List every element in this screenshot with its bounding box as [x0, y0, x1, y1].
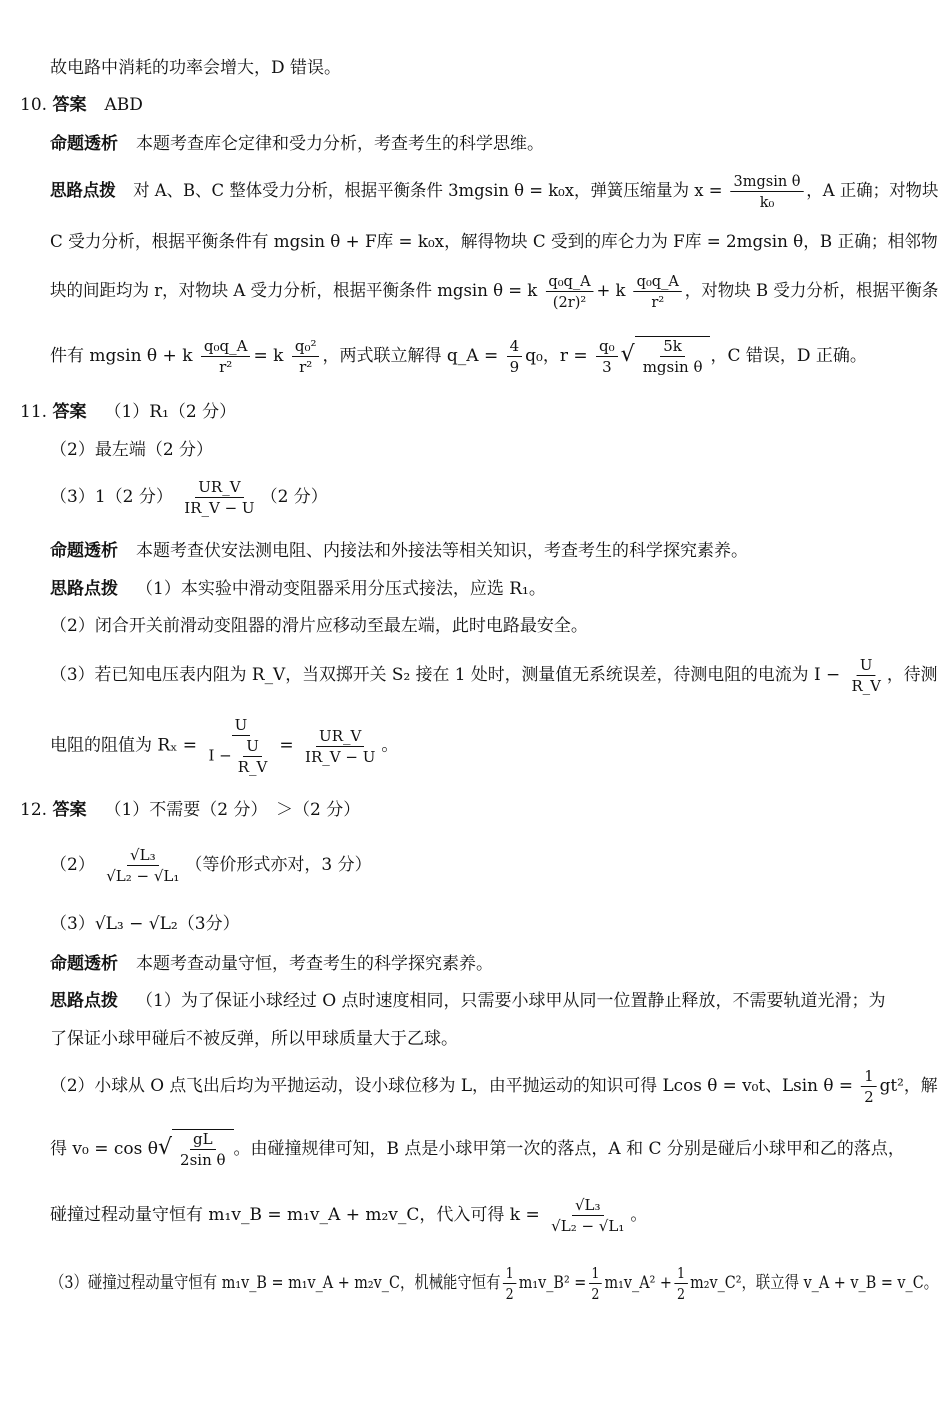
answer-label: 答案 [52, 402, 87, 422]
q12-hint-line6: （3）碰撞过程动量守恒有 m₁v_B = m₁v_A + m₂v_C，机械能守恒有 $\frac{1}{2}$ m₁v_B² = $\frac{1}{2}$ m₁v_A² + $\frac{1}{2}$ m₂v_C²，联立得 v_A + v_B = v_C。 [50, 1264, 939, 1303]
q10-hint-line2: C 受力分析，根据平衡条件有 mgsin θ + F库 = k₀x，解得物块 C 受到的库仑力为 F库 = 2mgsin θ，B 正确；相邻物 [50, 232, 938, 252]
fraction: $\frac{\text{q₀}}{3}$ [596, 337, 618, 376]
fraction: $\frac{\text{q₀q\_A}}{\text{r²}}$ [201, 337, 251, 376]
text-line: 故电路中消耗的功率会增大，D 错误。 [50, 58, 342, 78]
fraction: $\frac{5k}{\text{mgsin θ}}$ [642, 337, 703, 376]
fraction: $\frac{UR\_V}{IR\_V - U}$ [305, 726, 376, 766]
q12-hint-line3: （2）小球从 O 点飞出后均为平抛运动，设小球位移为 L，由平抛运动的知识可得 Lcos θ = v₀t、Lsin θ = $\frac{1}{2}$ gt²，解 [50, 1067, 938, 1106]
q10-hint-line4: 件有 mgsin θ + k $\frac{\text{q₀q\_A}}{\text{r²}}$ = k $\frac{\text{q₀²}}{\text{r²}}$ ，两式联立解得 q_A = $\frac{4}{9}$ q₀，r = $\frac{\text{q₀}}{3}$ √ $\frac{5k}{\text{mgsin θ}}$ ，C 错误，D 正确。 [50, 337, 867, 376]
q12-hint-line2: 了保证小球甲碰后不被反弹，所以甲球质量大于乙球。 [50, 1029, 458, 1049]
fraction: $\frac{\text{q₀q\_A}}{\text{r²}}$ [634, 272, 682, 311]
q10-analysis: 命题透析 本题考查库仑定律和受力分析，考查考生的科学思维。 [50, 134, 544, 154]
fraction: $\frac{U}{R\_V}$ [851, 656, 881, 695]
q11-analysis: 命题透析 本题考查伏安法测电阻、内接法和外接法等相关知识，考查考生的科学探究素养。 [50, 541, 748, 561]
fraction: $\frac{gL}{\text{2sin θ}}$ [180, 1130, 226, 1169]
fraction: $\frac{\text{3mgsin θ}}{\text{k₀}}$ [731, 172, 804, 211]
fraction: $\frac{\text{q₀²}}{\text{r²}}$ [292, 337, 320, 376]
section-label: 思路点拨 [50, 579, 118, 599]
q11-answer-line: 11. 答案 （1）R₁（2 分） [20, 402, 237, 422]
section-label: 思路点拨 [50, 991, 118, 1011]
q11-hint-line3: （3）若已知电压表内阻为 R_V，当双掷开关 S₂ 接在 1 处时，测量值无系统误差，待测电阻的电流为 I − $\frac{U}{R\_V}$ ，待测 [50, 656, 938, 695]
q10-hint-line1: 思路点拨 对 A、B、C 整体受力分析，根据平衡条件 3mgsin θ = k₀x，弹簧压缩量为 x = $\frac{\text{3mgsin θ}}{\text{k₀}}$ ，A 正确；对物块 [50, 172, 939, 211]
section-label: 思路点拨 [50, 181, 116, 201]
fraction: $\frac{1}{2}$ [674, 1264, 687, 1303]
answer-label: 答案 [52, 95, 87, 115]
fraction: $\frac{1}{2}$ [503, 1264, 516, 1303]
fraction: $\frac{4}{9}$ [507, 337, 523, 376]
q10-answer-line: 10. 答案 ABD [20, 95, 143, 115]
section-label: 命题透析 [50, 541, 118, 561]
q11-answer-3: （3）1（2 分） $\frac{UR\_V}{IR\_V - U}$ （2 分） [50, 478, 328, 517]
q11-answer-2: （2）最左端（2 分） [50, 440, 214, 460]
q12-answer-line: 12. 答案 （1）不需要（2 分） ＞（2 分） [20, 800, 361, 820]
q12-answer-3: （3）√L₃ − √L₂（3分） [50, 914, 240, 934]
fraction: $\frac{U}{R\_V}$ [237, 737, 268, 776]
fraction: $\frac{1}{2}$ [861, 1067, 876, 1106]
answer-label: 答案 [52, 800, 87, 820]
section-label: 命题透析 [50, 954, 118, 974]
q12-answer-2: （2） $\frac{\text{√L₃}}{\text{√L₂ − √L₁}}$ （等价形式亦对，3 分） [50, 846, 372, 885]
q10-hint-line3: 块的间距均为 r，对物块 A 受力分析，根据平衡条件 mgsin θ = k $\frac{\text{q₀q\_A}}{\text{(2r)²}}$ + k $\frac{\text{q₀q\_A}}{\text{r²}}$ ，对物块 B 受力分析，根据平衡条 [50, 272, 939, 311]
q12-hint-line4: 得 v₀ = cos θ√ $\frac{gL}{\text{2sin θ}}$ 。由碰撞规律可知，B 点是小球甲第一次的落点，A 和 C 分别是碰后小球甲和乙的落点， [50, 1130, 905, 1169]
section-label: 命题透析 [50, 134, 118, 154]
q11-hint-line2: （2）闭合开关前滑动变阻器的滑片应移动至最左端，此时电路最安全。 [50, 616, 588, 636]
fraction: $\frac{\text{q₀q\_A}}{\text{(2r)²}}$ [545, 272, 593, 311]
q12-hint-line1: 思路点拨 （1）为了保证小球经过 O 点时速度相同，只需要小球甲从同一位置静止释放，不需要轨道光滑；为 [50, 991, 886, 1011]
q12-analysis: 命题透析 本题考查动量守恒，考查考生的科学探究素养。 [50, 954, 493, 974]
fraction: U I − $\frac{U}{R\_V}$ [205, 716, 276, 776]
fraction: $\frac{\text{√L₃}}{\text{√L₂ − √L₁}}$ [551, 1196, 625, 1235]
fraction: $\frac{1}{2}$ [589, 1264, 602, 1303]
q12-hint-line5: 碰撞过程动量守恒有 m₁v_B = m₁v_A + m₂v_C，代入可得 k = $\frac{\text{√L₃}}{\text{√L₂ − √L₁}}$ 。 [50, 1196, 648, 1235]
fraction: $\frac{UR\_V}{IR\_V - U}$ [184, 478, 255, 517]
q11-hint-line1: 思路点拨 （1）本实验中滑动变阻器采用分压式接法，应选 R₁。 [50, 579, 546, 599]
fraction: $\frac{\text{√L₃}}{\text{√L₂ − √L₁}}$ [106, 846, 180, 885]
q11-hint-line4: 电阻的阻值为 Rₓ = U I − $\frac{U}{R\_V}$ = $\frac{UR\_V}{IR\_V - U}$ 。 [50, 716, 399, 776]
